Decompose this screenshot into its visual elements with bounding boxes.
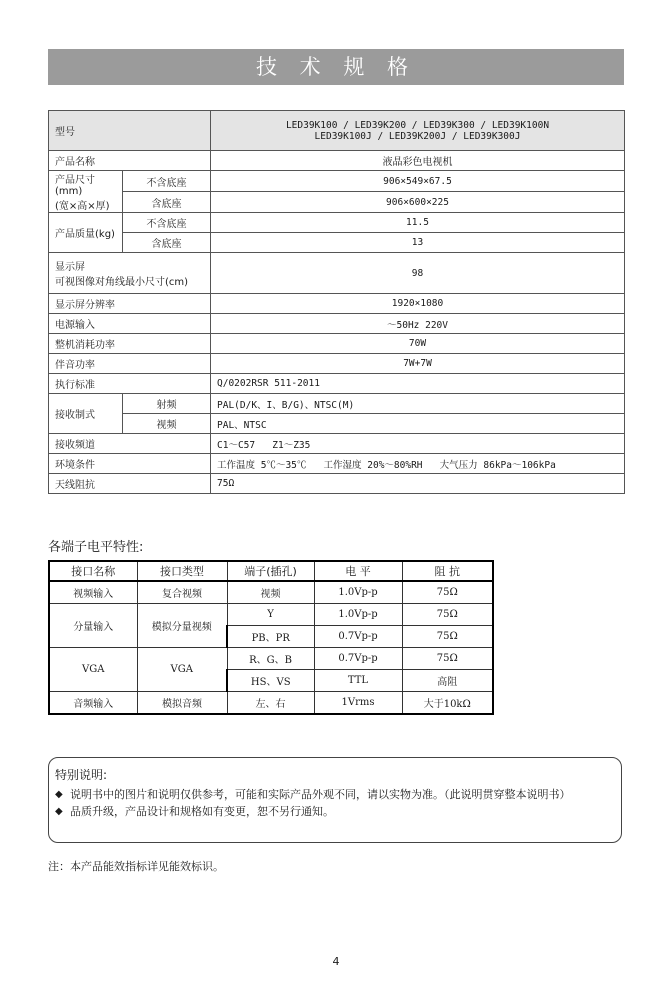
table-row	[49, 354, 625, 374]
model-line-2: LED39K100J / LED39K200J / LED39K300J	[314, 130, 521, 142]
weight-label: 产品质量(kg)	[49, 213, 123, 253]
cell-vga-type: VGA	[137, 648, 227, 692]
table-row	[49, 434, 625, 454]
environment-value: 工作温度 5℃～35℃ 工作湿度 20%～80%RH 大气压力 86kPa～106kPa	[211, 454, 625, 474]
cell-vga-name: VGA	[49, 648, 137, 692]
cell-pbpr-level: 0.7Vp-p	[314, 626, 402, 648]
video-value: PAL、NTSC	[211, 414, 625, 434]
notice-heading: 特别说明:	[55, 768, 108, 782]
cell-y-level: 1.0Vp-p	[314, 604, 402, 626]
notice-item	[55, 786, 615, 803]
page-number: 4	[332, 955, 340, 968]
table-row	[49, 692, 493, 715]
weight-with-stand-label: 含底座	[123, 233, 211, 253]
power-input-label: 电源输入	[49, 314, 211, 334]
header-interface-type: 接口类型	[137, 561, 227, 581]
table-row	[49, 394, 625, 414]
cell-component-type: 模拟分量视频	[137, 604, 227, 648]
table-row	[49, 414, 625, 434]
header-impedance: 阻 抗	[402, 561, 493, 581]
cell-audio-jack: 左、右	[227, 692, 314, 715]
size-label	[49, 171, 123, 213]
model-value	[211, 111, 625, 151]
table-row	[49, 581, 493, 604]
standard-label: 执行标准	[49, 374, 211, 394]
table-row	[49, 151, 625, 171]
table-row	[49, 213, 625, 233]
cell-rgb-impedance: 75Ω	[402, 648, 493, 670]
header-level: 电 平	[314, 561, 402, 581]
consumption-value: 70W	[211, 334, 625, 354]
rf-value: PAL(D/K、I、B/G)、NTSC(M)	[211, 394, 625, 414]
power-input-value: ～50Hz 220V	[211, 314, 625, 334]
channel-label: 接收频道	[49, 434, 211, 454]
weight-without-stand-value: 11.5	[211, 213, 625, 233]
antenna-label: 天线阻抗	[49, 474, 211, 494]
notice-box	[48, 757, 622, 843]
header-interface-name: 接口名称	[49, 561, 137, 581]
weight-without-stand-label: 不含底座	[123, 213, 211, 233]
cell-pbpr-jack: PB、PR	[227, 626, 314, 648]
table-row	[49, 474, 625, 494]
cell-y-impedance: 75Ω	[402, 604, 493, 626]
cell-y-jack: Y	[227, 604, 314, 626]
cell-audio-level: 1Vrms	[314, 692, 402, 715]
header-terminal: 端子(插孔)	[227, 561, 314, 581]
cell-pbpr-impedance: 75Ω	[402, 626, 493, 648]
standard-value: Q/0202RSR 511-2011	[211, 374, 625, 394]
cell-sync-jack: HS、VS	[227, 670, 314, 692]
model-line-1: LED39K100 / LED39K200 / LED39K300 / LED39K100N	[285, 119, 550, 131]
reception-label: 接收制式	[49, 394, 123, 434]
rf-label: 射频	[123, 394, 211, 414]
audio-power-value: 7W+7W	[211, 354, 625, 374]
table-row	[49, 233, 625, 253]
diamond-bullet-icon: ◆	[55, 806, 63, 817]
cell-audio-impedance: 大于10kΩ	[402, 692, 493, 715]
cell-composite: 复合视频	[137, 581, 227, 604]
table-row	[49, 294, 625, 314]
table-row	[49, 111, 625, 151]
notice-item	[55, 803, 615, 820]
table-row	[49, 171, 625, 192]
table-row	[49, 454, 625, 474]
cell-rgb-jack: R、G、B	[227, 648, 314, 670]
display-size-value: 98	[211, 253, 625, 294]
antenna-value: 75Ω	[211, 474, 625, 494]
size-label-line-2: (宽×高×厚)	[55, 201, 110, 212]
terminal-heading: 各端子电平特性:	[48, 540, 144, 555]
display-label	[49, 253, 211, 294]
cell-video-impedance: 75Ω	[402, 581, 493, 604]
model-label: 型号	[49, 111, 211, 151]
table-row	[49, 253, 625, 294]
notice-item-text: 品质升级，产品设计和规格如有变更，恕不另行通知。	[70, 805, 334, 818]
notice-item-text: 说明书中的图片和说明仅供参考，可能和实际产品外观不同，请以实物为准。（此说明贯穿整本说明书）	[70, 788, 571, 801]
display-label-line-1: 显示屏	[55, 262, 85, 273]
diamond-bullet-icon: ◆	[55, 789, 63, 800]
table-row	[49, 604, 493, 626]
display-label-line-2: 可视图像对角线最小尺寸(cm)	[55, 277, 189, 288]
cell-sync-level: TTL	[314, 670, 402, 692]
product-name-value: 液晶彩色电视机	[211, 151, 625, 171]
cell-rgb-level: 0.7Vp-p	[314, 648, 402, 670]
table-header-row	[49, 561, 493, 581]
consumption-label: 整机消耗功率	[49, 334, 211, 354]
cell-video-jack: 视频	[227, 581, 314, 604]
table-row	[49, 334, 625, 354]
cell-audio-type: 模拟音频	[137, 692, 227, 715]
audio-power-label: 伴音功率	[49, 354, 211, 374]
weight-with-stand-value: 13	[211, 233, 625, 253]
cell-video-level: 1.0Vp-p	[314, 581, 402, 604]
resolution-value: 1920×1080	[211, 294, 625, 314]
resolution-label: 显示屏分辨率	[49, 294, 211, 314]
cell-audio-input: 音频输入	[49, 692, 137, 715]
spec-table	[48, 110, 625, 494]
table-row	[49, 648, 493, 670]
table-row	[49, 314, 625, 334]
terminal-table	[48, 560, 494, 715]
cell-component-input: 分量输入	[49, 604, 137, 648]
video-label: 视频	[123, 414, 211, 434]
cell-sync-impedance: 高阻	[402, 670, 493, 692]
channel-value: C1～C57 Z1～Z35	[211, 434, 625, 454]
size-label-line-1: 产品尺寸(mm)	[55, 175, 95, 197]
environment-label: 环境条件	[49, 454, 211, 474]
cell-video-input: 视频输入	[49, 581, 137, 604]
size-with-stand-label: 含底座	[123, 192, 211, 213]
size-without-stand-label: 不含底座	[123, 171, 211, 192]
table-row	[49, 192, 625, 213]
page-title: 技 术 规 格	[48, 49, 624, 85]
product-name-label: 产品名称	[49, 151, 211, 171]
size-with-stand-value: 906×600×225	[211, 192, 625, 213]
footnote: 注：本产品能效指标详见能效标识。	[48, 860, 224, 873]
size-without-stand-value: 906×549×67.5	[211, 171, 625, 192]
table-row	[49, 374, 625, 394]
